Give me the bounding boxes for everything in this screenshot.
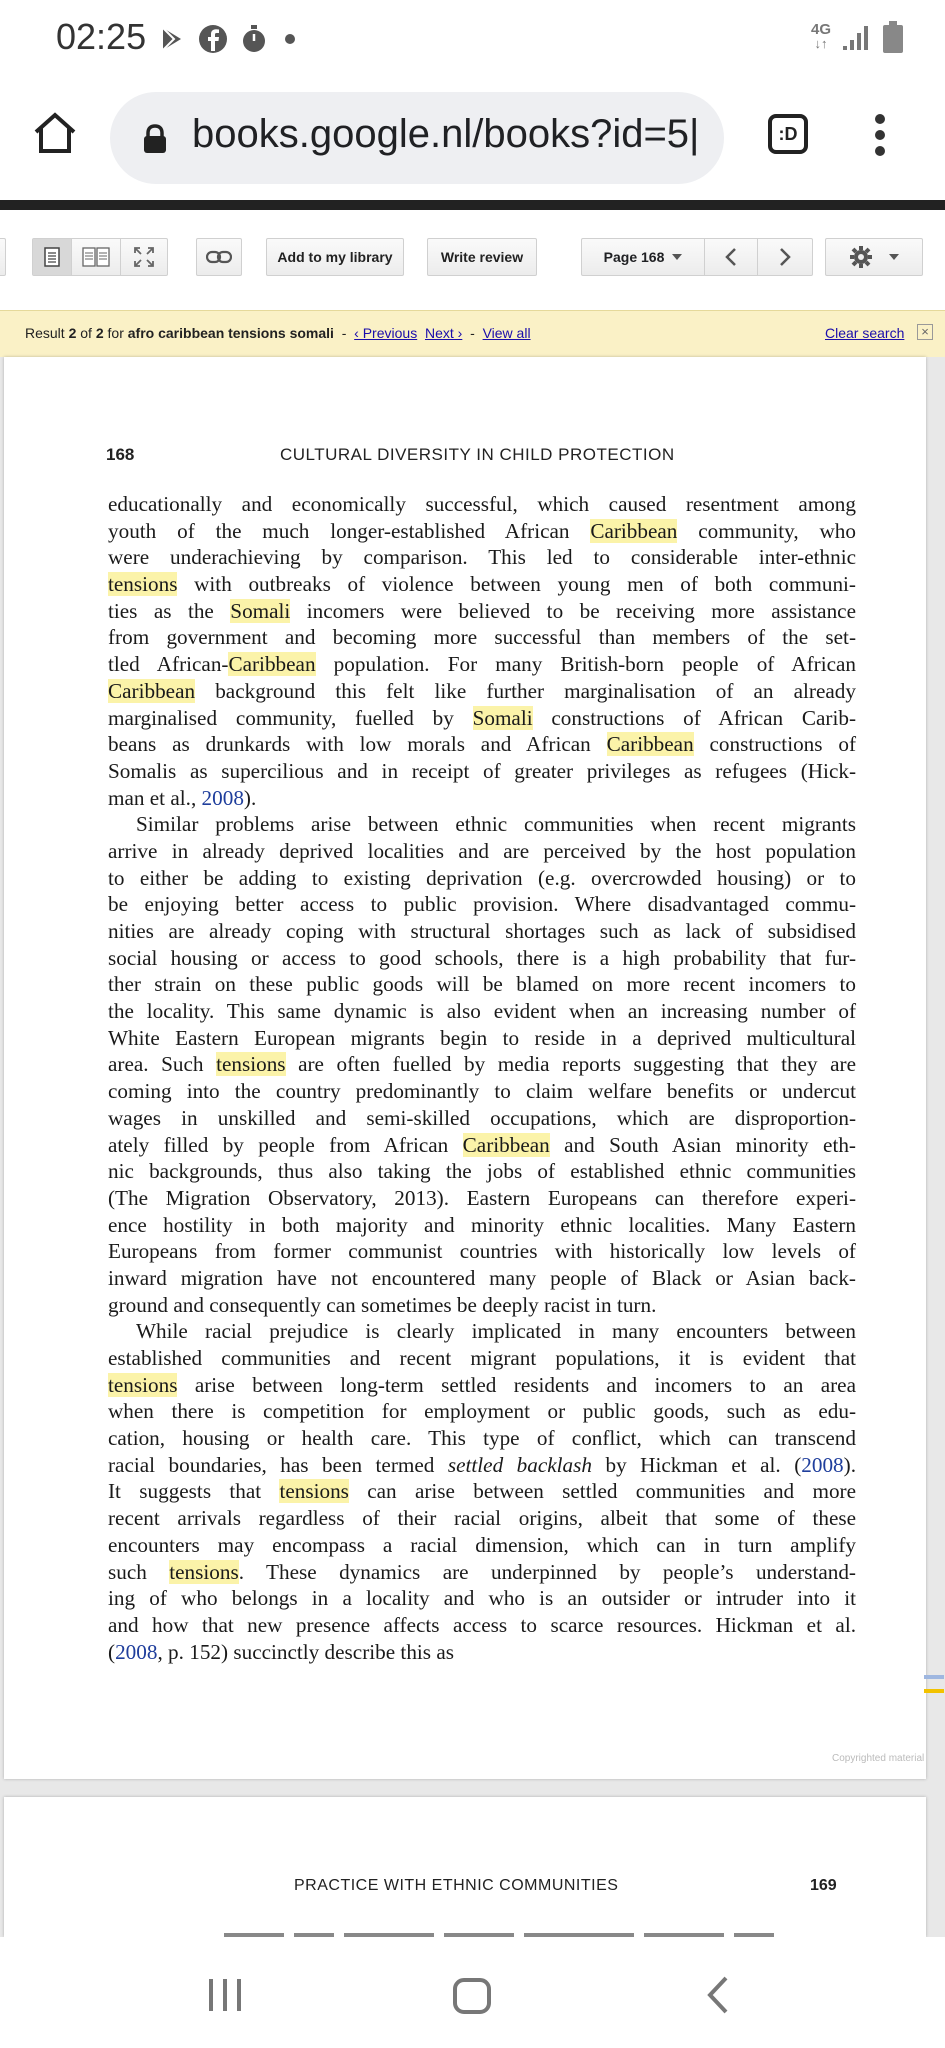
home-icon[interactable]	[32, 110, 78, 156]
fullscreen-icon	[133, 246, 155, 268]
close-icon[interactable]: ×	[917, 324, 933, 340]
result-for: for	[107, 325, 124, 341]
next-result-link[interactable]: Next ›	[424, 325, 463, 341]
book-viewer[interactable]	[0, 357, 945, 1937]
previous-page-button[interactable]	[705, 239, 758, 275]
search-hit-markers	[924, 1675, 944, 1703]
link-icon	[206, 250, 232, 264]
chevron-down-icon	[672, 254, 682, 260]
next-page-button[interactable]	[758, 239, 812, 275]
chevron-down-icon	[889, 254, 899, 260]
two-page-view-button[interactable]	[72, 239, 121, 275]
single-page-view-button[interactable]	[33, 239, 72, 275]
network-type: 4G ↓↑	[810, 21, 831, 51]
url-text: books.google.nl/books?id=5|	[192, 112, 700, 156]
system-status-icons	[811, 20, 905, 54]
home-nav-icon[interactable]	[452, 1977, 492, 2015]
divider	[0, 200, 945, 210]
status-bar	[0, 0, 945, 76]
search-result-summary: Result 2 of 2 for afro caribbean tensions somali - ‹ Previous Next › - View all	[25, 325, 531, 341]
dot-icon	[280, 29, 300, 49]
timer-icon	[240, 24, 268, 54]
link-button[interactable]	[196, 238, 242, 276]
cut-off-text-line	[104, 1925, 852, 1937]
url-field[interactable]	[110, 92, 724, 184]
page-select-label: Page 168	[603, 249, 665, 265]
chevron-left-icon	[725, 247, 737, 267]
write-review-button[interactable]: Write review	[427, 238, 537, 276]
recent-apps-icon[interactable]	[207, 1977, 243, 2013]
running-head: CULTURAL DIVERSITY IN CHILD PROTECTION	[280, 445, 675, 464]
books-toolbar	[0, 210, 945, 306]
search-result-bar	[0, 310, 945, 358]
notification-icons	[158, 22, 300, 56]
tab-switcher-button[interactable]: :D	[768, 114, 808, 154]
battery-icon	[881, 20, 905, 54]
status-time: 02:25	[56, 16, 147, 57]
page-number: 168	[106, 445, 135, 464]
scroll-marker-current	[924, 1689, 944, 1693]
chevron-right-icon	[779, 247, 791, 267]
scroll-marker	[924, 1675, 944, 1679]
fullscreen-button[interactable]	[121, 239, 167, 275]
toolbar-prev-group	[0, 238, 6, 276]
two-page-icon	[82, 247, 110, 267]
result-prefix: Result	[25, 325, 65, 341]
page-select[interactable]	[582, 239, 705, 275]
clear-search-link[interactable]: Clear search	[825, 325, 905, 341]
previous-result-link[interactable]: ‹ Previous	[354, 325, 418, 341]
page-body-text: educationally and economically successful, which caused resentment among youth of the much longer-established African Caribbean community, who were underachieving by comparison. This led to considerable inter-ethnic tensions with outbreaks of violence between young men of both communi- ties as the Somali incomers were believed to be receiving more assistance from government and becoming more successful than members of the set- tled African-Caribbean population. For many British-born people of African Caribbean background this felt like further marginalisation of an already marginalised community, fuelled by Somali constructions of African Carib- beans as drunkards with low morals and African Caribbean constructions of Somalis as supercilious and in receipt of greater privileges as refugees (Hick- man et al., 2008). Similar problems arise between ethnic communities when recent migrants arrive in already deprived localities and are perceived by the host population to either be adding to existing deprivation (e.g. overcrowded housing) or to be enjoying better access to public provision. Where disadvantaged commu- nities are already coping with structural shortages such as lack of subsidised social housing or access to good schools, there is a high probability that fur- ther strain on these public goods will be blamed on more recent incomers to the locality. This same dynamic is also evident when an increasing number of White Eastern European migrants begin to reside in a deprived multicultural area. Such tensions are often fuelled by media reports suggesting that they are coming into the country predominantly to claim welfare benefits or undercut wages in unskilled and semi-skilled occupations, which are disproportion- ately filled by people from African Caribbean and South Asian minority eth- nic backgrounds, thus also taking the jobs of established ethnic communities (The Migration Observatory, 2013). Eastern Europeans can therefore experi- ence hostility in both majority and minority ethnic localities. Many Eastern Europeans from former communist countries with historically low levels of inward migration have not encountered many people of Black or Asian back- ground and consequently can sometimes be deeply racist in turn. While racial prejudice is clearly implicated in many encounters between established communities and recent migrant populations, it is evident that tensions arise between long-term settled residents and incomers to an area when there is competition for employment or public goods, such as edu- cation, housing or health care. This type of conflict, which can transcend racial boundaries, has been termed settled backlash by Hickman et al. (2008). It suggests that tensions can arise between settled communities and more recent arrivals regardless of their racial origins, albeit that some of these encounters may encompass a racial dimension, which can in turn amplify such tensions. These dynamics are underpinned by people’s understand- ing of who belongs in a locality and who is an outsider or intruder into it and how that new presence affects access to scarce resources. Hickman et al. (2008, p. 152) succinctly describe this as	[108, 492, 857, 1664]
view-all-link[interactable]: View all	[482, 325, 531, 341]
search-query: afro caribbean tensions somali	[127, 325, 334, 341]
next-page-running-head: PRACTICE WITH ETHNIC COMMUNITIES	[294, 1877, 619, 1894]
result-of: of	[80, 325, 92, 341]
add-to-library-button[interactable]: Add to my library	[266, 238, 404, 276]
facebook-icon	[198, 24, 228, 54]
browser-address-bar	[0, 76, 945, 200]
copyright-note: Copyrighted material	[832, 1753, 925, 1764]
settings-button[interactable]	[825, 238, 923, 276]
gear-icon	[849, 245, 873, 269]
system-nav-bar	[0, 1937, 945, 2048]
next-book-page	[4, 1797, 926, 1937]
back-icon[interactable]	[706, 1975, 730, 2015]
next-page-number: 169	[810, 1877, 837, 1894]
book-page	[4, 357, 926, 1779]
page-nav-group	[581, 238, 813, 276]
lock-icon	[142, 124, 168, 154]
single-page-icon	[44, 247, 60, 267]
result-total: 2	[95, 325, 104, 341]
result-index: 2	[68, 325, 77, 341]
play-store-icon	[158, 25, 186, 53]
view-mode-group	[32, 238, 168, 276]
signal-icon	[841, 22, 871, 52]
overflow-menu-icon[interactable]	[868, 114, 892, 162]
